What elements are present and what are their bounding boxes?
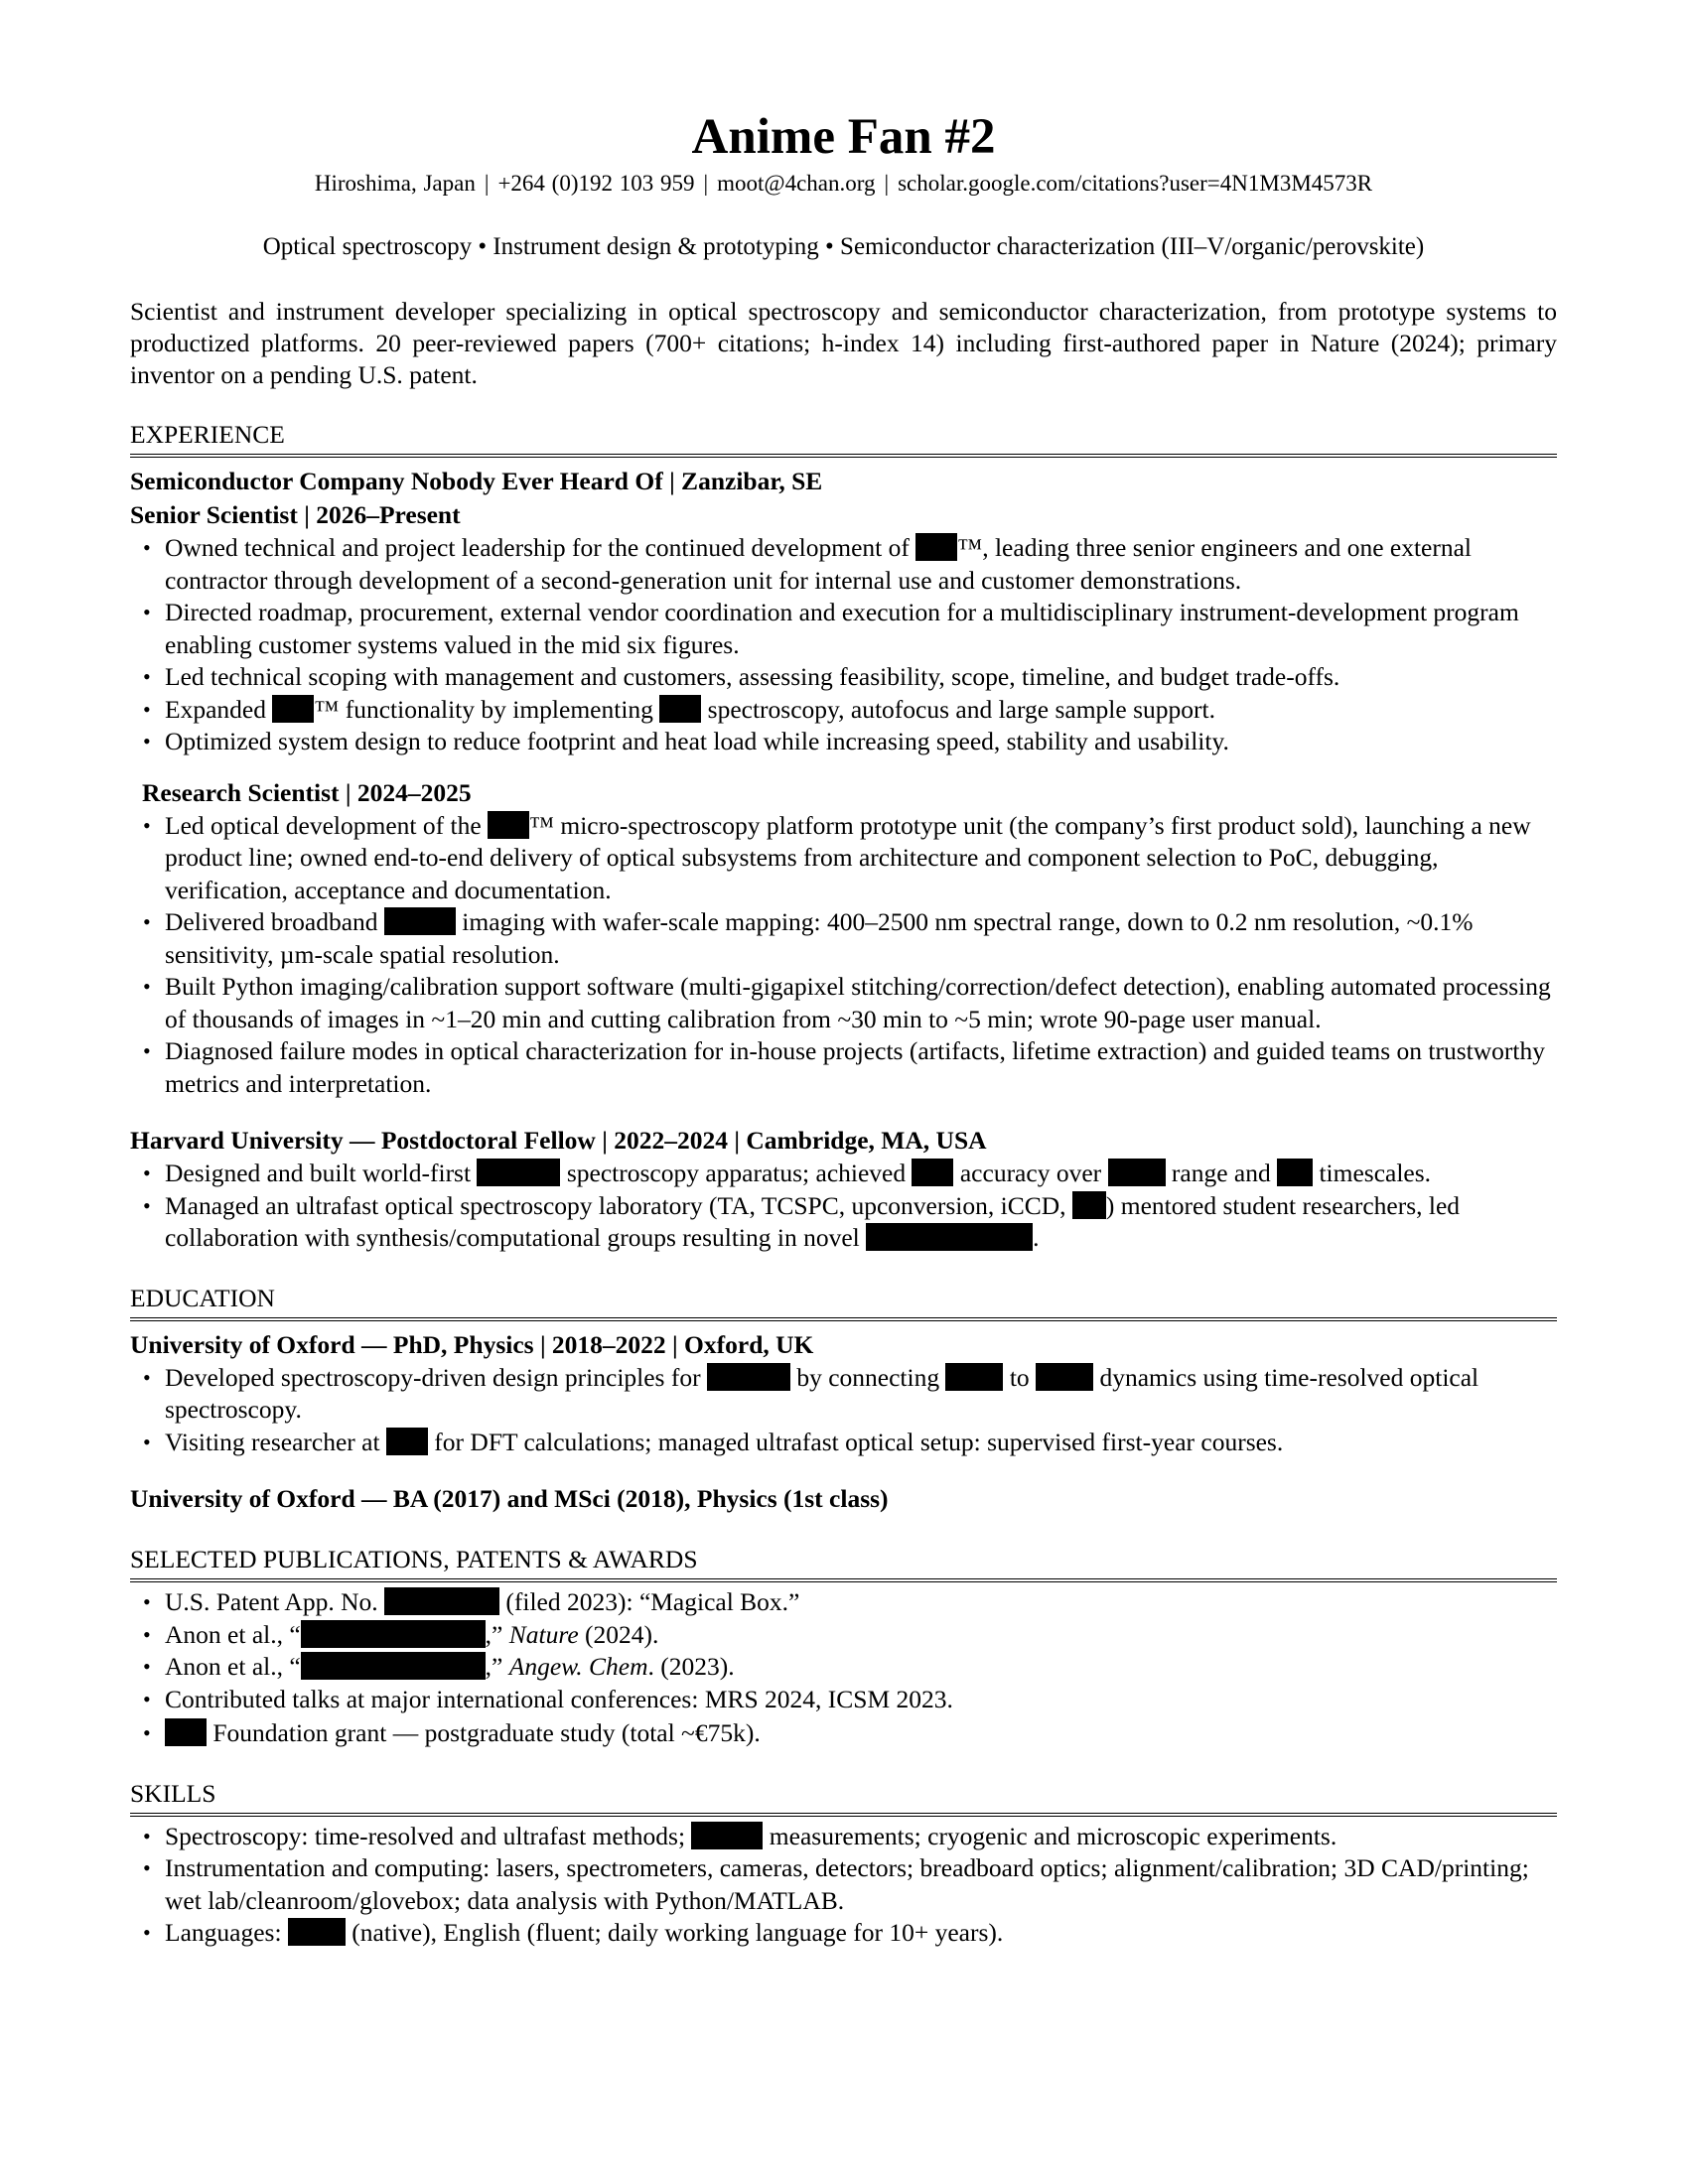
bullet-icon: • [143,1654,151,1679]
bullet-list [130,1821,1557,1950]
section-publications-heading: SELECTED PUBLICATIONS, PATENTS & AWARDS [130,1545,1557,1582]
list-item: • Foundation grant — postgraduate study (total ~€75k). [130,1717,1557,1750]
scholar-link[interactable]: scholar.google.com/citations?user=4N1M3M4573R [898,171,1373,196]
bullet-icon: • [143,1621,151,1647]
list-item: • Developed spectroscopy-driven design principles for by connecting to dynamics using time-resolved optical spectroscopy. [143,1362,1479,1424]
redacted-block [272,695,314,723]
company-heading: Semiconductor Company Nobody Ever Heard Of | Zanzibar, SE [130,467,823,495]
bullet-icon: • [143,600,151,624]
list-item: • Instrumentation and computing: lasers, spectrometers, cameras, detectors; breadboard optics; alignment/calibration; 3D CAD/printing; wet lab/cleanroom/glovebox; data analysis with Python/MATLAB. [143,1853,1529,1915]
redacted-block [288,1918,346,1946]
redacted-block [659,695,701,723]
redacted-block [384,1587,499,1615]
list-item: • Expanded ™ functionality by implementing spectroscopy, autofocus and large sample support. [130,694,1557,727]
role-heading: Senior Scientist | 2026–Present [130,500,461,529]
separator: | [884,171,890,196]
bullet-icon: • [143,1429,151,1454]
list-item: • Diagnosed failure modes in optical characterization for in-house projects (artifacts, lifetime extraction) and guided teams on trustworthy metrics and interpretation. [143,1036,1545,1098]
redacted-block [1277,1159,1313,1186]
bullet-icon: • [143,535,151,560]
list-item: • Anon et al., “ ,” Nature (2024). [130,1619,1557,1652]
bullet-icon: • [143,909,151,934]
bullet-icon: • [143,1855,151,1880]
school-heading: University of Oxford — BA (2017) and MSci (2018), Physics (1st class) [130,1484,889,1513]
list-item: • Visiting researcher at for DFT calculations; managed ultrafast optical setup: supervised first-year courses. [130,1427,1557,1459]
bullet-icon: • [143,1192,151,1218]
bullet-icon: • [143,696,151,722]
email-link[interactable]: moot@4chan.org [717,171,876,196]
list-item: • Led optical development of the ™ micro-spectroscopy platform prototype unit (the company’s first product sold), launching a new product line; owned end-to-end delivery of optical subsystems from architecture and component selection to PoC, debugging, verification, acceptance and documentation. [143,810,1531,904]
redacted-block [866,1223,1033,1251]
contact-line [130,169,1557,199]
bullet-icon: • [143,1823,151,1848]
phone: +264 (0)192 103 959 [497,171,695,196]
list-item: • Optimized system design to reduce footprint and heat load while increasing speed, stability and usability. [130,726,1557,758]
summary: Scientist and instrument developer specializing in optical spectroscopy and semiconductor characterization, from prototype systems to productized platforms. 20 peer-reviewed papers (700+ citations; h-index 14) including first-authored paper in Nature (2024); primary inventor on a pending U.S. patent. [130,297,1557,389]
bullet-icon: • [143,664,151,689]
redacted-block [488,811,529,839]
list-item: • U.S. Patent App. No. (filed 2023): “Magical Box.” [130,1586,1557,1619]
redacted-block [912,1159,953,1186]
redacted-block [165,1718,207,1746]
redacted-block [1108,1159,1166,1186]
bullet-list [130,1586,1557,1750]
bullet-list [130,1362,1557,1459]
redacted-block [945,1363,1003,1391]
redacted-block [386,1428,428,1455]
section-experience-heading: EXPERIENCE [130,420,1557,458]
bullet-icon: • [143,729,151,753]
list-item: • Directed roadmap, procurement, external vendor coordination and execution for a multidisciplinary instrument-development program enabling customer systems valued in the mid six figures. [143,598,1519,659]
candidate-name: Anime Fan #2 [691,109,996,165]
bullet-icon: • [143,1720,151,1745]
separator: | [484,171,490,196]
redacted-block [301,1652,486,1680]
bullet-icon: • [143,812,151,838]
redacted-block [707,1363,790,1391]
redacted-block [301,1620,486,1648]
bullet-icon: • [143,1364,151,1390]
list-item: • Owned technical and project leadership for the continued development of ™, leading three senior engineers and one external contractor through development of a second-generation unit for internal use and customer demonstrations. [143,533,1473,595]
role-heading: Research Scientist | 2024–2025 [142,777,472,807]
section-education-heading: EDUCATION [130,1284,1557,1321]
list-item: • Built Python imaging/calibration support software (multi-gigapixel stitching/correction/defect detection), enabling automated processing of thousands of images in ~1–20 min and cutting calibration from ~30 min to ~5 min; wrote 90-page user manual. [143,972,1551,1033]
redacted-block [915,533,957,561]
list-item: • Led technical scoping with management and customers, assessing feasibility, scope, timeline, and budget trade-offs. [130,661,1557,694]
school-heading: University of Oxford — PhD, Physics | 2018–2022 | Oxford, UK [130,1329,814,1359]
bullet-icon: • [143,1038,151,1063]
bullet-list [130,532,1557,758]
bullet-icon: • [143,1589,151,1614]
tagline: Optical spectroscopy • Instrument design & prototyping • Semiconductor characterization (III–V/organic/perovskite) [262,233,1425,260]
list-item: • Managed an ultrafast optical spectroscopy laboratory (TA, TCSPC, upconversion, iCCD, ) mentored student researchers, led collaboration with synthesis/computational groups resulting in novel . [143,1190,1461,1252]
redacted-block [691,1822,763,1849]
separator: | [703,171,709,196]
redacted-block [1072,1191,1106,1219]
location: Hiroshima, Japan [314,171,476,196]
bullet-icon: • [143,974,151,999]
list-item: • Languages: (native), English (fluent; daily working language for 10+ years). [130,1917,1557,1950]
bullet-icon: • [143,1160,151,1185]
list-item: • Contributed talks at major international conferences: MRS 2024, ICSM 2023. [130,1684,1557,1716]
redacted-block [384,907,456,935]
redacted-block [1036,1363,1093,1391]
company-heading: Harvard University — Postdoctoral Fellow | 2022–2024 | Cambridge, MA, USA [130,1126,987,1155]
bullet-icon: • [143,1686,151,1711]
section-skills-heading: SKILLS [130,1779,1557,1817]
bullet-list [130,810,1557,1101]
list-item: • Delivered broadband imaging with wafer-scale mapping: 400–2500 nm spectral range, down to 0.2 nm resolution, ~0.1% sensitivity, µm-scale spatial resolution. [143,907,1474,969]
redacted-block [477,1159,560,1186]
bullet-icon: • [143,1920,151,1945]
list-item: • Spectroscopy: time-resolved and ultrafast methods; measurements; cryogenic and microscopic experiments. [130,1821,1557,1853]
list-item: • Anon et al., “ ,” Angew. Chem. (2023). [130,1651,1557,1684]
bullet-list [130,1158,1557,1255]
list-item: • Designed and built world-first spectroscopy apparatus; achieved accuracy over range and timescales. [130,1158,1557,1190]
